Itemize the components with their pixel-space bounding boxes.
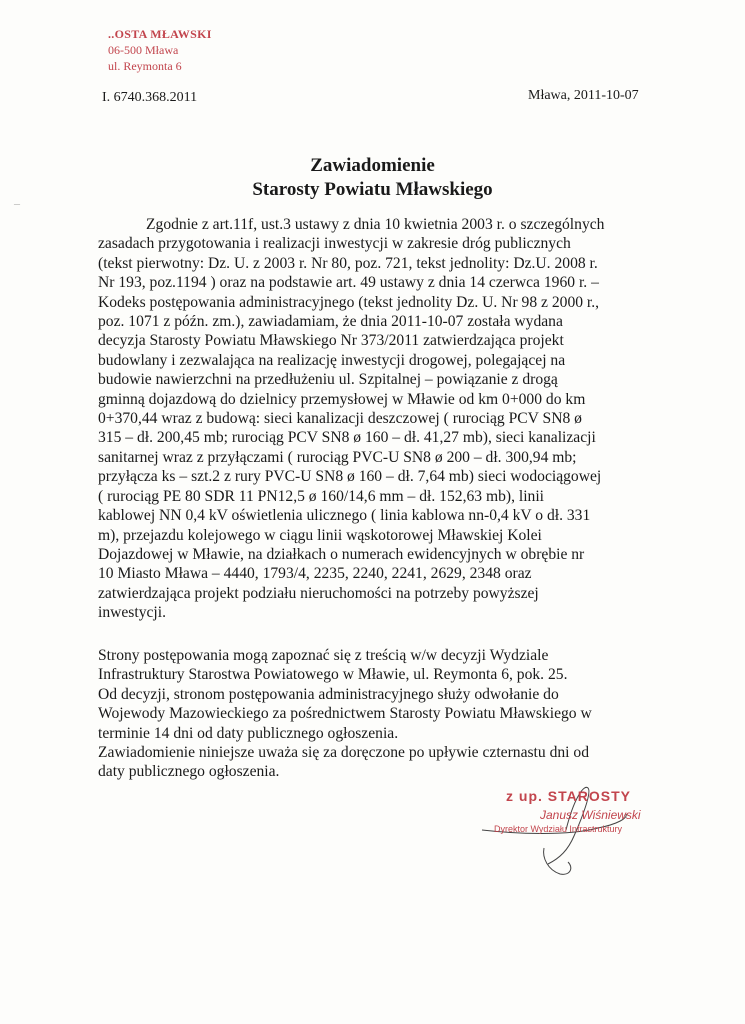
text-line: Wojewody Mazowieckiego za pośrednictwem Starosty Powiatu Mławskiego w [98,705,592,723]
text-line: 315 – dł. 200,45 mb; rurociąg PCV SN8 ø 160 – dł. 41,27 mb), sieci kanalizacji [98,429,596,447]
title-line-2: Starosty Powiatu Mławskiego [252,179,493,200]
text-line: zasadach przygotowania i realizacji inwestycji w zakresie dróg publicznych [98,235,571,253]
place-date: Mława, 2011-10-07 [528,88,639,103]
signature-line-2: Janusz Wiśniewski [540,808,641,822]
reference-number: I. 6740.368.2011 [102,90,198,105]
text-line: Nr 193, poz.1194 ) oraz na podstawie art. 49 ustawy z dnia 14 czerwca 1960 r. – [98,274,599,292]
paragraph-notice [98,646,658,782]
text-line: Strony postępowania mogą zapoznać się z treścią w/w decyzji Wydziale [98,647,549,664]
office-stamp [108,26,212,74]
text-line: gminną dojazdową do dzielnicy przemysłowej w Mławie od km 0+000 do km [98,390,586,408]
signature-stamp [478,778,648,888]
title-line-1: Zawiadomienie [310,155,435,176]
text-line: poz. 1071 z późn. zm.), zawiadamiam, że dnia 2011-10-07 została wydana [98,313,563,331]
scan-mark: ‒ [14,196,20,210]
stamp-line-3: ul. Reymonta 6 [108,59,182,73]
text-line: ( rurociąg PE 80 SDR 11 PN12,5 ø 160/14,6 mm – dł. 152,63 mb), linii [98,487,545,505]
text-line: budowie nawierzchni na przedłużeniu ul. Szpitalnej – powiązanie z drogą [98,371,558,389]
stamp-line-2: 06-500 Mława [108,43,179,57]
text-line: inwestycji. [98,604,166,622]
text-line: budowlany i zezwalająca na realizację inwestycji drogowej, polegającej na [98,351,566,369]
text-line: m), przejazdu kolejowego w ciągu linii wąskotorowej Mławskiej Kolei [98,526,542,544]
stamp-line-1: ..OSTA MŁAWSKI [108,27,212,41]
text-line: Od decyzji, stronom postępowania administracyjnego służy odwołanie do [98,685,559,703]
paragraph-main [98,215,658,623]
text-line: Dojazdowej w Mławie, na działkach o numerach ewidencyjnych w obrębie nr [98,545,585,563]
text-line: decyzja Starosty Powiatu Mławskiego Nr 373/2011 zatwierdzająca projekt [98,332,564,350]
signature-line-3: Dyrektor Wydziału Infrastruktury [494,824,622,834]
text-line: Zawiadomienie niniejsze uważa się za doręczone po upływie czternastu dni od [98,744,590,762]
text-line: Zgodnie z art.11f, ust.3 ustawy z dnia 10 kwietnia 2003 r. o szczególnych [146,216,605,233]
document-title [0,154,745,202]
text-line: kablowej NN 0,4 kV oświetlenia ulicznego ( linia kablowa nn-0,4 kV o dł. 331 [98,507,591,525]
text-line: 0+370,44 wraz z budową: sieci kanalizacji deszczowej ( rurociąg PCV SN8 ø [98,410,582,428]
text-line: Kodeks postępowania administracyjnego (tekst jednolity Dz. U. Nr 98 z 2000 r., [98,293,600,311]
signature-line-1: z up. STAROSTY [506,788,631,804]
text-line: 10 Miasto Mława – 4440, 1793/4, 2235, 2240, 2241, 2629, 2348 oraz [98,565,532,583]
text-line: zatwierdzająca projekt podziału nieruchomości na potrzeby powyższej [98,584,539,602]
text-line: sanitarnej wraz z przyłączami ( rurociąg PVC-U SN8 ø 200 – dł. 300,94 mb; [98,448,577,466]
text-line: przyłącza ks – szt.2 z rury PVC-U SN8 ø 160 – dł. 7,64 mb) sieci wodociągowej [98,468,602,486]
text-line: (tekst pierwotny: Dz. U. z 2003 r. Nr 80, poz. 721, tekst jednolity: Dz.U. 2008 r. [98,254,598,272]
text-line: Infrastruktury Starostwa Powiatowego w Mławie, ul. Reymonta 6, pok. 25. [98,666,568,684]
text-line: daty publicznego ogłoszenia. [98,763,280,781]
text-line: terminie 14 dni od daty publicznego ogłoszenia. [98,724,399,742]
